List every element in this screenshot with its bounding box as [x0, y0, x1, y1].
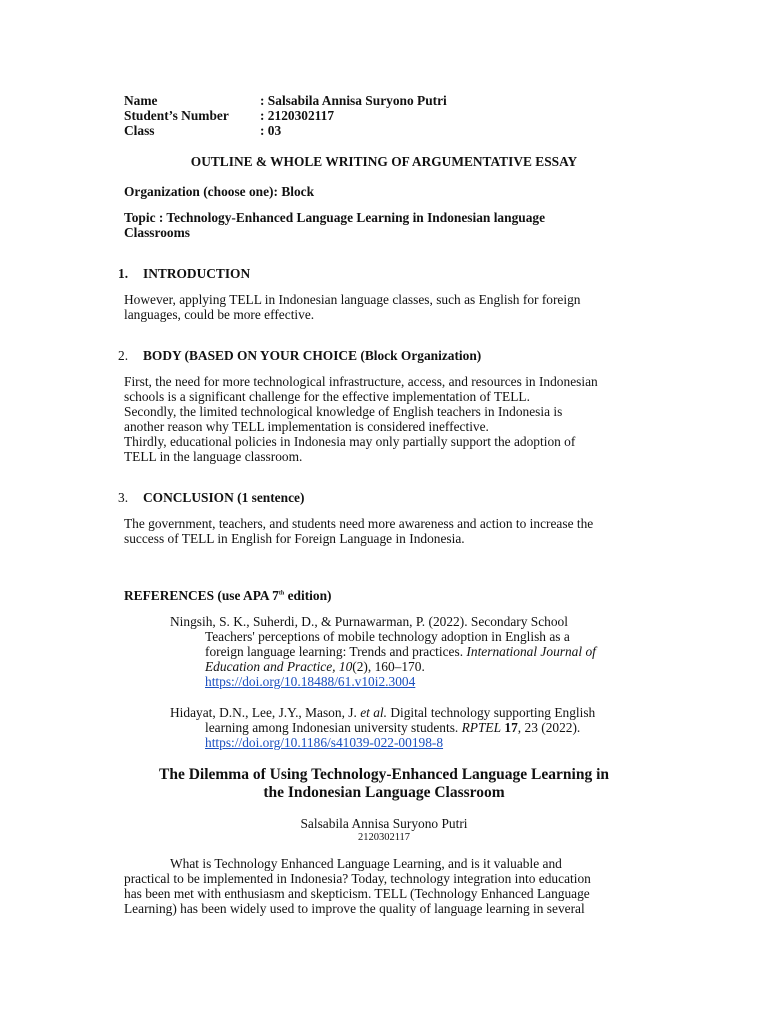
references-heading-prefix: REFERENCES (use APA 7: [124, 588, 279, 603]
student-number-label: Student’s Number: [124, 108, 229, 123]
ref1-line-4: [205, 659, 425, 674]
ref1-line-1: Ningsih, S. K., Suherdi, D., & Purnawarman, P. (2022). Secondary School: [170, 614, 568, 629]
ref1-line-2: Teachers' perceptions of mobile technology adoption in English as a: [205, 629, 570, 644]
ref2-volume: 17: [501, 720, 518, 735]
body-line-6: TELL in the language classroom.: [124, 449, 303, 464]
ref2-et-al: et al.: [360, 705, 387, 720]
essay-para-line-2: practical to be implemented in Indonesia? Today, technology integration into education: [124, 871, 591, 886]
ref2-line-2-rest: , 23 (2022).: [517, 720, 581, 735]
ref2-line-1-plain: Hidayat, D.N., Lee, J.Y., Mason, J.: [170, 705, 361, 720]
ref2-line-2: [205, 720, 580, 735]
body-heading: BODY (BASED ON YOUR CHOICE (Block Organization): [143, 348, 482, 363]
name-label: Name: [124, 93, 158, 108]
topic-line-2: Classrooms: [124, 225, 190, 240]
ref2-journal: RPTEL: [461, 720, 502, 735]
intro-line-1: However, applying TELL in Indonesian language classes, such as English for foreign: [124, 292, 581, 307]
intro-number: 1.: [118, 266, 129, 281]
ref1-journal-part-1: International Journal of: [466, 644, 596, 659]
body-line-2: schools is a significant challenge for the effective implementation of TELL.: [124, 389, 530, 404]
essay-author: Salsabila Annisa Suryono Putri: [300, 816, 468, 831]
ref1-journal-part-2: Education and Practice, 10: [205, 659, 353, 674]
references-heading-suffix: edition): [284, 588, 332, 603]
conclusion-line-2: success of TELL in English for Foreign Language in Indonesia.: [124, 531, 465, 546]
references-heading: [124, 588, 331, 603]
ref1-line-3: [205, 644, 596, 659]
student-number-value: : 2120302117: [260, 108, 335, 123]
intro-line-2: languages, could be more effective.: [124, 307, 315, 322]
ref2-doi-link[interactable]: https://doi.org/10.1186/s41039-022-00198-8: [205, 735, 444, 750]
ref2-line-1: [170, 705, 595, 720]
body-number: 2.: [118, 348, 129, 363]
conclusion-line-1: The government, teachers, and students need more awareness and action to increase the: [124, 516, 594, 531]
ref1-line-3-plain: foreign language learning: Trends and practices.: [205, 644, 467, 659]
ref2-line-2-plain: learning among Indonesian university students.: [205, 720, 462, 735]
references-heading-sup: th: [278, 590, 285, 597]
conclusion-heading: CONCLUSION (1 sentence): [143, 490, 305, 505]
class-label: Class: [124, 123, 155, 138]
intro-heading: INTRODUCTION: [143, 266, 251, 281]
body-line-5: Thirdly, educational policies in Indonesia may only partially support the adoption of: [124, 434, 576, 449]
essay-title-line-2: the Indonesian Language Classroom: [263, 784, 505, 801]
essay-student-id: 2120302117: [357, 832, 411, 843]
body-line-3: Secondly, the limited technological knowledge of English teachers in Indonesia is: [124, 404, 563, 419]
body-line-1: First, the need for more technological infrastructure, access, and resources in Indonesian: [124, 374, 598, 389]
essay-para-line-3: has been met with enthusiasm and skepticism. TELL (Technology Enhanced Language: [124, 886, 590, 901]
name-value: : Salsabila Annisa Suryono Putri: [260, 93, 447, 108]
class-value: : 03: [260, 123, 282, 138]
essay-para-line-4: Learning) has been widely used to improve the quality of language learning in several: [124, 901, 585, 916]
topic-line-1: Topic : Technology-Enhanced Language Learning in Indonesian language: [124, 210, 546, 225]
organization-line: Organization (choose one): Block: [124, 184, 315, 199]
outline-title: OUTLINE & WHOLE WRITING OF ARGUMENTATIVE ESSAY: [190, 154, 578, 169]
ref1-doi-link[interactable]: https://doi.org/10.18488/61.v10i2.3004: [205, 674, 416, 689]
conclusion-number: 3.: [118, 490, 129, 505]
essay-title-line-1: The Dilemma of Using Technology-Enhanced Language Learning in: [159, 766, 609, 783]
ref2-line-1-rest: Digital technology supporting English: [386, 705, 596, 720]
body-line-4: another reason why TELL implementation is considered ineffective.: [124, 419, 489, 434]
ref1-line-4-plain: (2), 160–170.: [352, 659, 425, 674]
essay-para-line-1: What is Technology Enhanced Language Learning, and is it valuable and: [170, 856, 562, 871]
